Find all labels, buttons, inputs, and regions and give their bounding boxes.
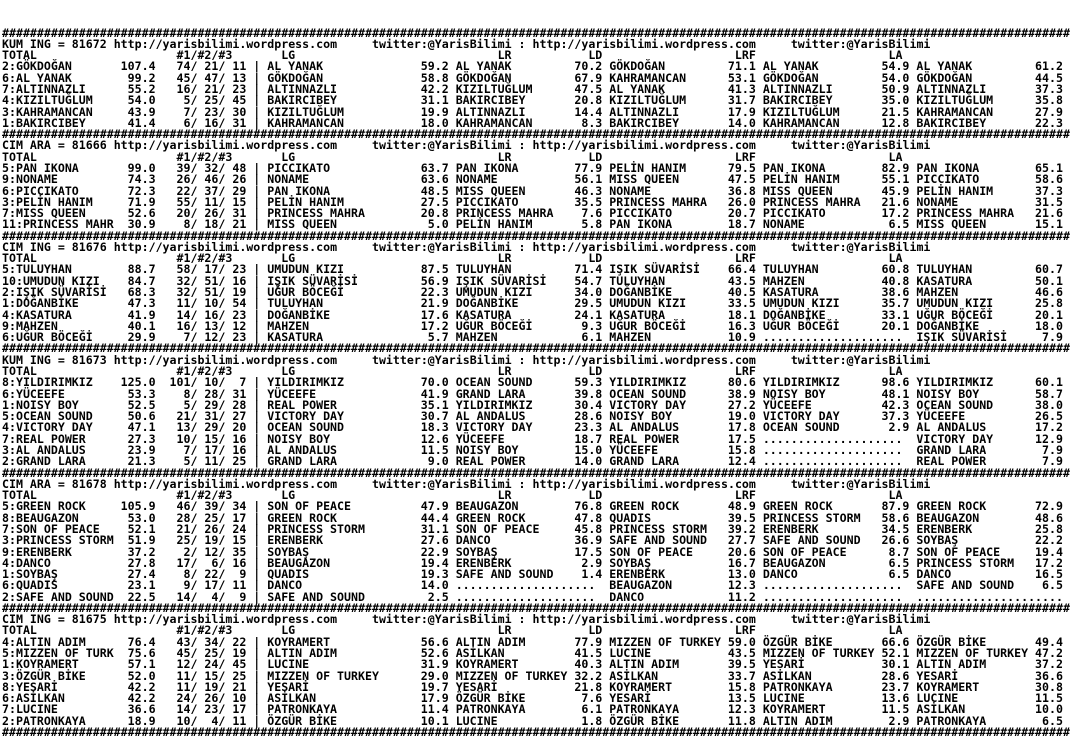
site-url: http://yarisbilimi.wordpress.com (113, 352, 338, 367)
separator: ######################################################################################################################################################### (2, 600, 1070, 615)
horse-row: 2:GRAND LARA 21.3 5/ 11/ 25 | GRAND LARA 9.0 REAL POWER 14.0 GRAND LARA 12.4 .................... REAL POWER 7.9 (2, 454, 1063, 469)
horse-row: 9:ERENBERK 37.2 2/ 12/ 35 | SOYBAŞ 22.9 SOYBAŞ 17.5 SON OF PEACE 20.6 SON OF PEACE 8.7 SON OF PEACE 19.4 (2, 544, 1063, 559)
separator: ######################################################################################################################################################### (2, 228, 1070, 243)
block-header-line: CIM ING = 81676 http://yarisbilimi.wordpress.com twitter:@YarisBilimi : http://yarisbilimi.wordpress.com twitter:@YarisBilimi (2, 239, 931, 254)
twitter-handle: twitter:@YarisBilimi (790, 476, 931, 491)
block-title: CIM ING = 81675 (2, 612, 107, 627)
twitter-handle: twitter:@YarisBilimi (790, 352, 931, 367)
site-url: http://yarisbilimi.wordpress.com (113, 476, 338, 491)
horse-row: 9:MAHZEN 40.1 16/ 13/ 12 | MAHZEN 17.2 UĞUR BÖCEĞİ 9.3 UĞUR BÖCEĞİ 16.3 UĞUR BÖCEĞİ 20.1 DOĞANBİKE 18.0 (2, 318, 1063, 333)
stats-block-81675 (2, 600, 1077, 728)
column-header-row: TOTAL #1/#2/#3 LG LR LD LRF LA (2, 149, 1063, 164)
horse-row: 3:PRINCESS STORM 51.9 25/ 19/ 15 | ERENBERK 27.6 DANCO 36.9 SAFE AND SOUND 27.7 SAFE AND SOUND 26.6 SOYBAŞ 22.2 (2, 533, 1063, 548)
horse-row: 6:AL YANAK 99.2 45/ 47/ 13 | GÖKDOĞAN 58.8 GÖKDOĞAN 67.9 KAHRAMANCAN 53.1 GÖKDOĞAN 54.0 GÖKDOĞAN 44.5 (2, 70, 1063, 85)
horse-row: 6:QUADIS 23.1 9/ 17/ 11 | DANCO 14.0 .................... BEAUGAZON 12.3 .................... SAFE AND SOUND 6.5 (2, 578, 1063, 593)
stats-block-81676 (2, 228, 1077, 345)
block-header-line: CIM ING = 81675 http://yarisbilimi.wordpress.com twitter:@YarisBilimi : http://yarisbilimi.wordpress.com twitter:@YarisBilimi (2, 612, 931, 627)
horse-row: 5:PAN IKONA 99.0 39/ 32/ 48 | PICCIKATO 63.7 PAN IKONA 77.9 PELİN HANIM 79.5 PAN IKONA 82.9 PAN IKONA 65.1 (2, 160, 1063, 175)
horse-row: 7:MISS QUEEN 52.6 20/ 26/ 31 | PRINCESS MAHRA 20.8 PRINCESS MAHRA 7.6 PICCIKATO 20.7 PICCIKATO 17.2 PRINCESS MAHRA 21.6 (2, 206, 1063, 221)
horse-row: 6:YÜCEEFE 53.3 8/ 28/ 31 | YÜCEEFE 41.9 GRAND LARA 39.8 OCEAN SOUND 38.9 NOISY BOY 48.1 NOISY BOY 58.7 (2, 386, 1063, 401)
site-url: http://yarisbilimi.wordpress.com (532, 239, 756, 254)
separator: ######################################################################################################################################################### (2, 341, 1070, 356)
horse-row: 4:KIZILTUĞLUM 54.0 5/ 25/ 45 | BAKIRCIBEY 31.1 BAKIRCIBEY 20.8 KIZILTUĞLUM 31.7 BAKIRCIBEY 35.0 KIZILTUĞLUM 35.8 (2, 93, 1063, 108)
twitter-handle: twitter:@YarisBilimi (371, 352, 512, 367)
stats-block-81672 (2, 25, 1077, 130)
horse-row: 2:SAFE AND SOUND 22.5 14/ 4/ 9 | SAFE AND SOUND 2.5 .................... DANCO 11.2 .................... ..................... (2, 589, 1063, 604)
horse-row: 1:SOYBAŞ 27.4 8/ 22/ 9 | QUADIS 19.3 SAFE AND SOUND 1.4 ERENBERK 13.0 DANCO 6.5 DANCO 16.5 (2, 567, 1063, 582)
separator: ######################################################################################################################################################### (2, 25, 1070, 40)
twitter-handle: twitter:@YarisBilimi (371, 138, 512, 153)
horse-row: 6:UĞUR BÖCEĞİ 29.9 7/ 12/ 23 | KASATURA 5.7 MAHZEN 6.1 MAHZEN 10.9 .................... IŞIK SÜVARİSİ 7.9 (2, 330, 1063, 345)
horse-row: 2:GÖKDOĞAN 107.4 74/ 21/ 11 | AL YANAK 59.2 AL YANAK 70.2 GÖKDOĞAN 71.1 AL YANAK 54.9 AL YANAK 61.2 (2, 59, 1063, 74)
site-url: http://yarisbilimi.wordpress.com (113, 138, 338, 153)
horse-row: 2:IŞIK SÜVARİSİ 68.3 32/ 51/ 19 | UĞUR BÖCEĞİ 22.3 UMUDUN KIZI 34.0 DOĞANBİKE 40.5 KASATURA 38.6 MAHZEN 46.6 (2, 285, 1063, 300)
stats-block-81673 (2, 343, 1077, 467)
horse-row: 9:NONAME 74.3 26/ 46/ 26 | NONAME 63.6 NONAME 56.1 MISS QUEEN 47.5 PELİN HANIM 55.1 PICCIKATO 58.6 (2, 172, 1063, 187)
site-url: http://yarisbilimi.wordpress.com (532, 352, 756, 367)
site-url: http://yarisbilimi.wordpress.com (113, 239, 338, 254)
horse-row: 5:MIZZEN OF TURK 75.6 45/ 25/ 19 | ALTIN ADIM 52.6 ASİLKAN 41.5 LUCINE 43.5 MIZZEN OF TURKEY 52.1 MIZZEN OF TURKEY 47.2 (2, 646, 1063, 661)
block-header-line: KUM ING = 81673 http://yarisbilimi.wordpress.com twitter:@YarisBilimi : http://yarisbilimi.wordpress.com twitter:@YarisBilimi (2, 352, 931, 367)
block-title: CIM ARA = 81678 (2, 476, 107, 491)
horse-row: 3:PELİN HANIM 71.9 55/ 11/ 15 | PELİN HANIM 27.5 PICCIKATO 35.5 PRINCESS MAHRA 26.0 PRINCESS MAHRA 21.6 NONAME 31.5 (2, 194, 1063, 209)
site-url: http://yarisbilimi.wordpress.com (532, 612, 756, 627)
block-header-line: CIM ARA = 81678 http://yarisbilimi.wordpress.com twitter:@YarisBilimi : http://yarisbilimi.wordpress.com twitter:@YarisBilimi (2, 476, 931, 491)
horse-row: 5:OCEAN SOUND 50.6 21/ 31/ 27 | VICTORY DAY 30.7 AL ANDALUS 28.6 NOISY BOY 19.0 VICTORY DAY 37.3 YÜCEEFE 26.5 (2, 409, 1063, 424)
horse-row: 3:KAHRAMANCAN 43.9 7/ 23/ 30 | KIZILTUĞLUM 19.9 ALTINNAZLI 14.4 ALTINNAZLI 17.9 KIZILTUĞLUM 21.5 KAHRAMANCAN 27.9 (2, 104, 1063, 119)
site-url: http://yarisbilimi.wordpress.com (532, 36, 756, 51)
column-header-row: TOTAL #1/#2/#3 LG LR LD LRF LA (2, 251, 1063, 266)
horse-row: 4:VICTORY DAY 47.1 13/ 29/ 20 | OCEAN SOUND 18.3 VICTORY DAY 23.3 AL ANDALUS 17.8 OCEAN SOUND 2.9 AL ANDALUS 17.2 (2, 420, 1063, 435)
column-header-row: TOTAL #1/#2/#3 LG LR LD LRF LA (2, 488, 1063, 503)
stats-blocks-container (2, 25, 1077, 739)
stats-block-81666 (2, 129, 1077, 231)
twitter-handle: twitter:@YarisBilimi (790, 612, 931, 627)
horse-row: 5:TULUYHAN 88.7 58/ 17/ 23 | UMUDUN KIZI 87.5 TULUYHAN 71.4 IŞIK SÜVARİSİ 66.4 TULUYHAN 60.8 TULUYHAN 60.7 (2, 262, 1063, 277)
column-header-row: TOTAL #1/#2/#3 LG LR LD LRF LA (2, 623, 1063, 638)
horse-row: 10:UMUDUN KIZI 84.7 32/ 51/ 16 | IŞIK SÜVARİSİ 56.9 IŞIK SÜVARİSİ 54.7 TULUYHAN 43.5 MAHZEN 40.8 KASATURA 50.1 (2, 273, 1063, 288)
horse-row: 4:ALTIN ADIM 76.4 43/ 34/ 22 | KOYRAMERT 56.6 ALTIN ADIM 77.9 MIZZEN OF TURKEY 59.0 ÖZGÜR BİKE 66.6 ÖZGÜR BİKE 49.4 (2, 634, 1063, 649)
block-header-line: CIM ARA = 81666 http://yarisbilimi.wordpress.com twitter:@YarisBilimi : http://yarisbilimi.wordpress.com twitter:@YarisBilimi (2, 138, 931, 153)
block-header-line: KUM ING = 81672 http://yarisbilimi.wordpress.com twitter:@YarisBilimi : http://yarisbilimi.wordpress.com twitter:@YarisBilimi (2, 36, 931, 51)
twitter-handle: twitter:@YarisBilimi (790, 36, 931, 51)
horse-row: 5:GREEN ROCK 105.9 46/ 39/ 34 | SON OF PEACE 47.9 BEAUGAZON 76.8 GREEN ROCK 48.9 GREEN ROCK 87.9 GREEN ROCK 72.9 (2, 499, 1063, 514)
horse-row: 4:DANCO 27.8 17/ 6/ 16 | BEAUGAZON 19.4 ERENBERK 2.9 SOYBAŞ 16.7 BEAUGAZON 6.5 PRINCESS STORM 17.2 (2, 555, 1063, 570)
horse-row: 1:NOISY BOY 52.5 5/ 29/ 28 | REAL POWER 35.1 YILDIRIMKIZ 30.4 VICTORY DAY 27.2 YÜCEEFE 42.3 OCEAN SOUND 38.0 (2, 397, 1063, 412)
column-header-row: TOTAL #1/#2/#3 LG LR LD LRF LA (2, 364, 1063, 378)
horse-row: 8:YESARİ 42.2 11/ 19/ 21 | YESARİ 19.7 YESARİ 21.8 KOYRAMERT 15.8 PATRONKAYA 23.7 KOYRAMERT 30.8 (2, 679, 1063, 694)
twitter-handle: twitter:@YarisBilimi (371, 476, 512, 491)
column-header-row: TOTAL #1/#2/#3 LG LR LD LRF LA (2, 48, 1063, 63)
twitter-handle: twitter:@YarisBilimi (371, 612, 512, 627)
horse-row: 7:ALTINNAZLI 55.2 16/ 21/ 23 | ALTINNAZLI 42.2 KIZILTUĞLUM 47.5 AL YANAK 41.3 ALTINNAZLI 50.9 ALTINNAZLI 37.3 (2, 81, 1063, 96)
horse-row: 1:DOĞANBİKE 47.3 11/ 10/ 54 | TULUYHAN 21.9 DOĞANBİKE 29.5 UMUDUN KIZI 33.5 UMUDUN KIZI 35.7 UMUDUN KIZI 25.8 (2, 296, 1063, 311)
stats-block-81678 (2, 465, 1077, 604)
horse-row: 7:REAL POWER 27.3 10/ 15/ 16 | NOISY BOY 12.6 YÜCEEFE 18.7 REAL POWER 17.5 .................... VICTORY DAY 12.9 (2, 431, 1063, 446)
twitter-handle: twitter:@YarisBilimi (371, 239, 512, 254)
separator: ######################################################################################################################################################### (2, 725, 1070, 739)
horse-row: 1:KOYRAMERT 57.1 12/ 24/ 45 | LUCINE 31.9 KOYRAMERT 40.3 ALTIN ADIM 39.5 YESARİ 30.1 ALTIN ADIM 37.2 (2, 657, 1063, 672)
twitter-handle: twitter:@YarisBilimi (371, 36, 512, 51)
separator: ######################################################################################################################################################### (2, 465, 1070, 480)
twitter-handle: twitter:@YarisBilimi (790, 239, 931, 254)
horse-row: 7:SON OF PEACE 52.1 21/ 26/ 24 | PRINCESS STORM 31.1 SON OF PEACE 45.8 PRINCESS STORM 39.2 ERENBERK 34.5 ERENBERK 25.8 (2, 521, 1063, 536)
horse-row: 6:PICCIKATO 72.3 22/ 37/ 29 | PAN IKONA 48.5 MISS QUEEN 46.3 NONAME 36.8 MISS QUEEN 45.9 PELİN HANIM 37.3 (2, 183, 1063, 198)
block-title: CIM ARA = 81666 (2, 138, 107, 153)
separator: ######################################################################################################################################################### (2, 127, 1070, 142)
site-url: http://yarisbilimi.wordpress.com (532, 476, 756, 491)
site-url: http://yarisbilimi.wordpress.com (113, 36, 338, 51)
horse-row: 3:ÖZGÜR BİKE 52.0 11/ 15/ 25 | MIZZEN OF TURKEY 29.0 MIZZEN OF TURKEY 32.2 ASİLKAN 33.7 ASİLKAN 28.6 YESARİ 36.6 (2, 668, 1063, 683)
horse-row: 8:BEAUGAZON 53.0 28/ 25/ 17 | GREEN ROCK 44.4 GREEN ROCK 47.8 QUADIS 39.5 PRINCESS STORM 58.6 BEAUGAZON 48.6 (2, 510, 1063, 525)
horse-row: 4:KASATURA 41.9 14/ 16/ 23 | DOĞANBİKE 17.6 KASATURA 24.1 KASATURA 18.1 DOĞANBİKE 33.1 UĞUR BÖCEĞİ 20.1 (2, 307, 1063, 322)
horse-row: 7:LUCINE 36.6 14/ 23/ 17 | PATRONKAYA 11.4 PATRONKAYA 6.1 PATRONKAYA 12.3 KOYRAMERT 11.5 ASİLKAN 10.0 (2, 702, 1063, 717)
horse-row: 2:PATRONKAYA 18.9 10/ 4/ 11 | ÖZGÜR BİKE 10.1 LUCINE 1.8 ÖZGÜR BİKE 11.8 ALTIN ADIM 2.9 PATRONKAYA 6.5 (2, 713, 1063, 728)
horse-row: 6:ASİLKAN 42.2 24/ 26/ 10 | ASİLKAN 17.9 ÖZGÜR BİKE 7.6 YESARİ 13.5 LUCINE 13.6 LUCINE 11.5 (2, 691, 1063, 706)
site-url: http://yarisbilimi.wordpress.com (532, 138, 756, 153)
horse-row: 11:PRINCESS MAHR 30.9 8/ 18/ 21 | MISS QUEEN 5.0 PELİN HANIM 5.8 PAN IKONA 18.7 NONAME 6.5 MISS QUEEN 15.1 (2, 217, 1063, 232)
horse-row: 8:YILDIRIMKIZ 125.0 101/ 10/ 7 | YILDIRIMKIZ 70.0 OCEAN SOUND 59.3 YILDIRIMKIZ 80.6 YILDIRIMKIZ 98.6 YILDIRIMKIZ 60.1 (2, 375, 1063, 390)
horse-row: 3:AL ANDALUS 23.9 7/ 17/ 16 | AL ANDALUS 11.5 NOISY BOY 15.0 YÜCEEFE 15.8 .................... GRAND LARA 7.9 (2, 442, 1063, 457)
horse-row: 1:BAKIRCIBEY 41.4 6/ 16/ 31 | KAHRAMANCAN 18.0 KAHRAMANCAN 8.3 BAKIRCIBEY 14.0 KAHRAMANCAN 12.8 BAKIRCIBEY 22.3 (2, 115, 1063, 130)
block-title: KUM ING = 81672 (2, 36, 107, 51)
twitter-handle: twitter:@YarisBilimi (790, 138, 931, 153)
site-url: http://yarisbilimi.wordpress.com (113, 612, 338, 627)
block-title: KUM ING = 81673 (2, 352, 107, 367)
block-title: CIM ING = 81676 (2, 239, 107, 254)
